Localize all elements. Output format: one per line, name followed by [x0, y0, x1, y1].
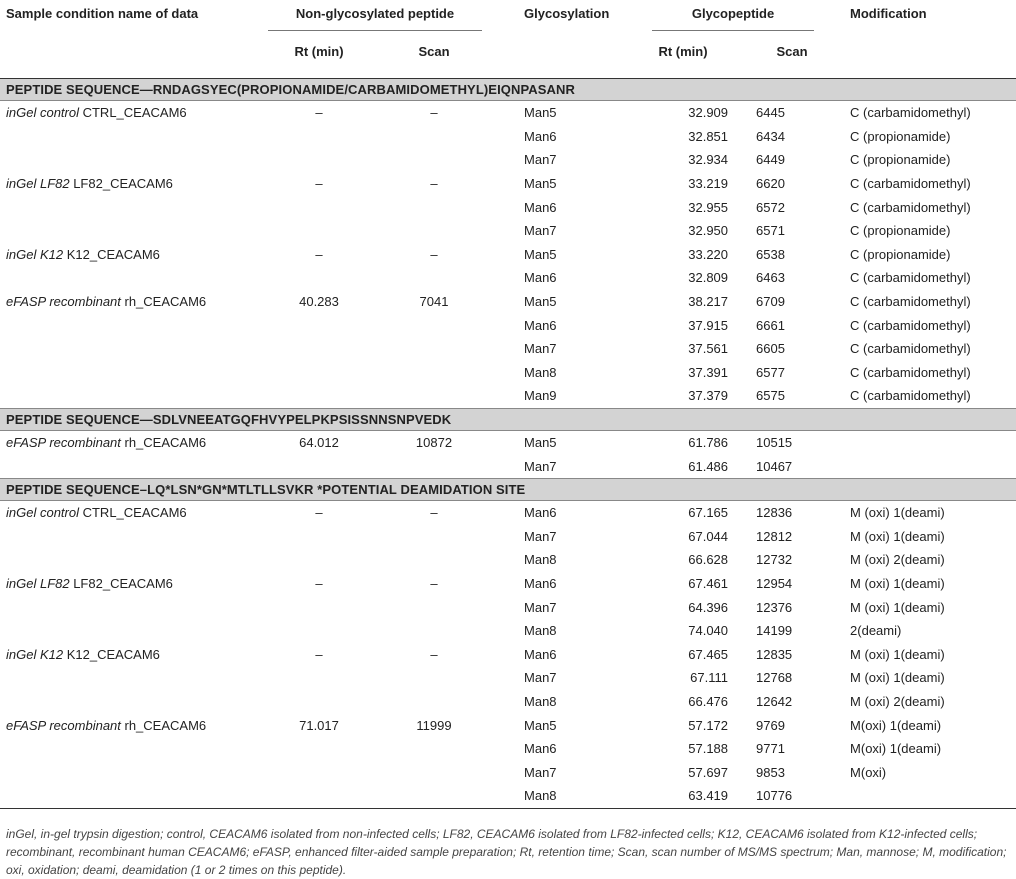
table-row: [0, 760, 1016, 784]
cell-condition: [0, 266, 260, 290]
header-nonglyco-group: [260, 0, 490, 36]
cell-modification: C (propionamide): [850, 223, 951, 239]
cell-glyco-scan: 6445: [756, 105, 785, 121]
cell-glycosylation: Man8: [524, 552, 557, 568]
cell-glycosylation: Man6: [524, 270, 557, 286]
condition-sample: K12_CEACAM6: [63, 646, 160, 662]
cell-condition: [0, 195, 260, 219]
cell-glyco-scan: 12732: [756, 552, 793, 568]
cell-nonglyco-rt: [260, 454, 378, 478]
cell-glyco-rt: 32.934: [688, 152, 729, 168]
cell-condition: [0, 500, 260, 524]
cell-condition: [0, 619, 260, 643]
cell-glycosylation: Man7: [524, 458, 557, 474]
table-row: [0, 148, 1016, 172]
cell-glyco-scan: 6434: [756, 128, 785, 144]
peptide-sequence-title: PEPTIDE SEQUENCE—RNDAGSYEC(PROPIONAMIDE/CARBAMIDOMETHYL)EIQNPASANR: [0, 79, 1016, 101]
cell-glyco-scan: 14199: [756, 623, 793, 639]
cell-modification: M(oxi): [850, 764, 887, 780]
cell-glyco-rt: 57.697: [688, 764, 729, 780]
cell-nonglyco-scan: [378, 125, 490, 149]
cell-glyco-scan: 9771: [756, 741, 785, 757]
table-row: [0, 195, 1016, 219]
table-row: [0, 243, 1016, 267]
condition-sample: rh_CEACAM6: [120, 294, 207, 310]
cell-modification: C (carbamidomethyl): [850, 199, 971, 215]
cell-glyco-scan: 10776: [742, 784, 842, 808]
cell-glycosylation: Man5: [524, 105, 557, 121]
cell-modification: M (oxi) 1(deami): [850, 575, 945, 591]
cell-nonglyco-scan: 10872: [415, 435, 453, 451]
cell-glycosylation: Man9: [524, 388, 557, 404]
peptide-sequence-title: PEPTIDE SEQUENCE—SDLVNEEATGQFHVYPELPKPSISSNNSNPVEDK: [0, 408, 1016, 430]
cell-nonglyco-rt: [260, 690, 378, 714]
cell-nonglyco-scan: –: [430, 105, 438, 121]
cell-glyco-rt: 37.561: [688, 341, 729, 357]
cell-nonglyco-rt: [260, 760, 378, 784]
table-row: [0, 125, 1016, 149]
table-row: [0, 266, 1016, 290]
cell-modification: M (oxi) 2(deami): [850, 552, 945, 568]
cell-nonglyco-rt: [260, 619, 378, 643]
cell-glycosylation: Man7: [524, 152, 557, 168]
cell-modification: M(oxi) 1(deami): [850, 717, 942, 733]
cell-glyco-rt: 57.188: [688, 741, 729, 757]
cell-condition: [0, 737, 260, 761]
cell-nonglyco-rt: [260, 337, 378, 361]
condition-method: inGel control: [6, 505, 79, 521]
cell-nonglyco-rt: [260, 266, 378, 290]
cell-glycosylation: Man7: [524, 341, 557, 357]
cell-glyco-scan: 9853: [756, 764, 785, 780]
cell-glyco-rt: 67.465: [688, 646, 729, 662]
cell-glyco-scan: 6575: [756, 388, 785, 404]
condition-sample: LF82_CEACAM6: [69, 176, 173, 192]
cell-nonglyco-scan: [378, 195, 490, 219]
cell-nonglyco-scan: [378, 548, 490, 572]
cell-modification: C (carbamidomethyl): [850, 317, 971, 333]
cell-glyco-rt: 66.476: [688, 693, 729, 709]
header-modification: Modification: [850, 6, 927, 21]
cell-condition: [0, 290, 260, 314]
cell-glyco-scan: 12954: [756, 575, 793, 591]
cell-modification: C (propionamide): [850, 152, 951, 168]
header-nonglyco-scan: Scan: [418, 43, 450, 59]
cell-modification: M (oxi) 1(deami): [850, 505, 945, 521]
cell-glyco-rt: 32.909: [688, 105, 729, 121]
cell-glycosylation: Man6: [524, 646, 557, 662]
cell-condition: [0, 337, 260, 361]
cell-nonglyco-rt: [260, 219, 378, 243]
cell-glyco-rt: 67.111: [690, 670, 729, 686]
cell-glyco-rt: 32.851: [688, 128, 729, 144]
cell-glycosylation: Man7: [524, 528, 557, 544]
table-row: [0, 690, 1016, 714]
cell-glycosylation: Man6: [524, 505, 557, 521]
cell-condition: [0, 219, 260, 243]
cell-nonglyco-rt: [260, 525, 378, 549]
cell-glycosylation: Man7: [524, 670, 557, 686]
condition-method: inGel K12: [6, 646, 64, 662]
cell-modification: C (carbamidomethyl): [850, 294, 971, 310]
table-row: [0, 642, 1016, 666]
header-glycopeptide: Glycopeptide: [652, 6, 814, 31]
cell-nonglyco-rt: –: [315, 176, 323, 192]
condition-method: inGel K12: [6, 246, 64, 262]
cell-glyco-scan: 6572: [756, 199, 785, 215]
cell-glyco-rt: 61.486: [688, 458, 729, 474]
table-row: [0, 337, 1016, 361]
cell-glycosylation: Man6: [524, 575, 557, 591]
table-row: [0, 595, 1016, 619]
cell-glyco-rt: 57.172: [688, 717, 729, 733]
cell-glyco-rt: 37.379: [688, 388, 729, 404]
cell-nonglyco-rt: –: [315, 575, 323, 591]
cell-nonglyco-scan: [378, 666, 490, 690]
cell-glycosylation: Man6: [524, 128, 557, 144]
table-row: [0, 525, 1016, 549]
table-row: [0, 219, 1016, 243]
cell-modification: C (carbamidomethyl): [850, 388, 971, 404]
table-row: [0, 430, 1016, 454]
condition-sample: rh_CEACAM6: [120, 717, 207, 733]
cell-glycosylation: Man5: [524, 435, 557, 451]
cell-condition: [0, 101, 260, 125]
cell-glyco-scan: 6571: [756, 223, 785, 239]
condition-sample: rh_CEACAM6: [120, 435, 207, 451]
condition-sample: CTRL_CEACAM6: [78, 105, 187, 121]
cell-glycosylation: Man6: [524, 317, 557, 333]
header-glyco-scan: Scan: [776, 43, 808, 59]
cell-condition: [0, 172, 260, 196]
cell-modification: M (oxi) 1(deami): [850, 528, 945, 544]
cell-nonglyco-scan: [378, 454, 490, 478]
table-row: [0, 737, 1016, 761]
cell-nonglyco-scan: –: [430, 246, 438, 262]
cell-nonglyco-scan: –: [430, 505, 438, 521]
cell-glycosylation: Man8: [524, 364, 557, 380]
cell-nonglyco-scan: [378, 148, 490, 172]
cell-modification: C (propionamide): [850, 246, 951, 262]
cell-condition: [0, 572, 260, 596]
cell-modification: [842, 454, 1016, 478]
cell-condition: [0, 690, 260, 714]
section-header: [0, 79, 1016, 101]
table-row: [0, 101, 1016, 125]
cell-condition: [0, 361, 260, 385]
cell-nonglyco-rt: 71.017: [299, 717, 339, 733]
cell-glyco-scan: 9769: [756, 717, 785, 733]
cell-nonglyco-scan: [378, 219, 490, 243]
header-glyco-rt: Rt (min): [658, 43, 708, 59]
cell-glycosylation: Man6: [524, 199, 557, 215]
cell-nonglyco-scan: [378, 595, 490, 619]
table-footnote: inGel, in-gel trypsin digestion; control, CEACAM6 isolated from non-infected cells; LF82, CEACAM6 isolated from LF82-infected cells; K12, CEACAM6 isolated from K12-infected cells; recombinant, recombinant human CEACAM6; eFASP, enhanced filter-aided sample preparation; Rt, retention time; Scan, scan number of MS/MS spectrum; Man, mannose; M, modification; oxi, oxidation; deami, deamidation (1 or 2 times on this peptide).: [6, 827, 1007, 877]
cell-glyco-scan: 6605: [756, 341, 785, 357]
cell-modification: C (carbamidomethyl): [850, 270, 971, 286]
cell-glyco-rt: 32.955: [688, 199, 729, 215]
cell-nonglyco-scan: 11999: [416, 717, 452, 733]
condition-method: eFASP recombinant: [6, 435, 121, 451]
cell-nonglyco-rt: [260, 548, 378, 572]
header-nonglyco: Non-glycosylated peptide: [268, 6, 482, 31]
condition-method: eFASP recombinant: [6, 717, 121, 733]
condition-method: inGel LF82: [6, 176, 70, 192]
cell-nonglyco-rt: –: [315, 105, 323, 121]
cell-glyco-rt: 37.915: [688, 317, 729, 333]
cell-glyco-scan: 12835: [756, 646, 793, 662]
cell-glycosylation: Man5: [524, 176, 557, 192]
cell-glyco-scan: 6661: [756, 317, 785, 333]
cell-nonglyco-rt: –: [315, 246, 323, 262]
cell-condition: [0, 784, 260, 808]
cell-condition: [0, 148, 260, 172]
cell-modification: C (propionamide): [850, 128, 951, 144]
cell-glyco-rt: 33.220: [688, 246, 729, 262]
cell-modification: [842, 784, 1016, 808]
table-row: [0, 454, 1016, 478]
table-row: [0, 313, 1016, 337]
cell-glyco-rt: 67.165: [688, 505, 729, 521]
cell-nonglyco-scan: [378, 690, 490, 714]
cell-glyco-scan: 12836: [756, 505, 793, 521]
cell-glyco-rt: 38.217: [688, 294, 729, 310]
cell-glycosylation: Man6: [524, 741, 557, 757]
cell-modification: C (carbamidomethyl): [850, 105, 971, 121]
cell-glyco-scan: 10467: [756, 458, 793, 474]
cell-nonglyco-scan: [378, 313, 490, 337]
cell-glyco-scan: 6620: [756, 176, 785, 192]
condition-sample: LF82_CEACAM6: [69, 575, 173, 591]
cell-glycosylation: Man8: [524, 693, 557, 709]
cell-modification: 2(deami): [850, 623, 902, 639]
cell-condition: [0, 760, 260, 784]
header-condition: Sample condition name of data: [6, 6, 199, 21]
cell-glycosylation: Man5: [524, 717, 557, 733]
cell-glyco-scan: 12768: [756, 670, 793, 686]
cell-glyco-rt: 32.809: [688, 270, 729, 286]
cell-condition: [0, 384, 260, 408]
cell-nonglyco-rt: –: [315, 505, 323, 521]
cell-glyco-scan: 10515: [756, 435, 793, 451]
cell-glycosylation: Man7: [524, 764, 557, 780]
cell-nonglyco-scan: [378, 337, 490, 361]
cell-glyco-scan: 12376: [756, 599, 793, 615]
cell-modification: M (oxi) 1(deami): [850, 646, 945, 662]
cell-glyco-scan: 12812: [756, 528, 793, 544]
table-row: [0, 619, 1016, 643]
cell-nonglyco-rt: [260, 784, 378, 808]
table-row: [0, 500, 1016, 524]
cell-nonglyco-scan: [378, 760, 490, 784]
cell-nonglyco-rt: [260, 148, 378, 172]
cell-nonglyco-scan: [378, 361, 490, 385]
cell-glyco-rt: 66.628: [688, 552, 729, 568]
cell-nonglyco-rt: 40.283: [299, 294, 339, 310]
cell-nonglyco-rt: –: [315, 646, 323, 662]
cell-glyco-scan: 12642: [756, 693, 793, 709]
condition-method: inGel control: [6, 105, 79, 121]
cell-nonglyco-rt: [260, 313, 378, 337]
cell-glycosylation: Man5: [524, 294, 557, 310]
table-row: [0, 384, 1016, 408]
table-row: [0, 361, 1016, 385]
cell-modification: C (carbamidomethyl): [850, 176, 971, 192]
section-header: [0, 408, 1016, 430]
cell-modification: C (carbamidomethyl): [850, 341, 971, 357]
cell-condition: [0, 525, 260, 549]
table-body: [0, 79, 1016, 809]
cell-glyco-rt: 67.044: [688, 528, 729, 544]
cell-condition: [0, 548, 260, 572]
cell-condition: [0, 125, 260, 149]
cell-modification: [842, 430, 1016, 454]
condition-method: inGel LF82: [6, 575, 70, 591]
condition-sample: CTRL_CEACAM6: [78, 505, 187, 521]
cell-nonglyco-rt: [260, 125, 378, 149]
cell-nonglyco-rt: [260, 361, 378, 385]
cell-modification: M(oxi) 1(deami): [850, 741, 942, 757]
cell-nonglyco-rt: [260, 384, 378, 408]
cell-glyco-scan: 6709: [756, 294, 785, 310]
cell-nonglyco-scan: 7041: [419, 294, 449, 310]
cell-glyco-scan: 6463: [756, 270, 785, 286]
cell-condition: [0, 713, 260, 737]
cell-glyco-rt: 37.391: [688, 364, 729, 380]
cell-nonglyco-scan: –: [430, 646, 438, 662]
section-header: [0, 478, 1016, 500]
header-glycosylation: Glycosylation: [524, 6, 610, 21]
cell-modification: M (oxi) 1(deami): [850, 599, 945, 615]
cell-condition: [0, 595, 260, 619]
cell-glyco-scan: 6538: [756, 246, 785, 262]
cell-glyco-rt: 67.461: [688, 575, 729, 591]
cell-glycosylation: Man8: [524, 623, 557, 639]
cell-modification: C (carbamidomethyl): [850, 364, 971, 380]
cell-glyco-scan: 6577: [756, 364, 785, 380]
cell-glycosylation: Man8: [490, 784, 624, 808]
cell-condition: [0, 666, 260, 690]
cell-nonglyco-scan: –: [430, 176, 438, 192]
cell-nonglyco-rt: 64.012: [299, 435, 339, 451]
table-row: [0, 572, 1016, 596]
header-glycopeptide-group: [624, 0, 842, 36]
cell-glyco-scan: 6449: [756, 152, 785, 168]
condition-method: eFASP recombinant: [6, 294, 121, 310]
cell-glycosylation: Man7: [524, 223, 557, 239]
cell-glyco-rt: 63.419: [624, 784, 742, 808]
table-row: [0, 713, 1016, 737]
cell-glyco-rt: 74.040: [688, 623, 729, 639]
cell-nonglyco-rt: [260, 195, 378, 219]
cell-condition: [0, 243, 260, 267]
cell-modification: M (oxi) 1(deami): [850, 670, 945, 686]
cell-condition: [0, 454, 260, 478]
table-row: [0, 172, 1016, 196]
peptide-sequence-title: PEPTIDE SEQUENCE–LQ*LSN*GN*MTLTLLSVKR *POTENTIAL DEAMIDATION SITE: [0, 478, 1016, 500]
cell-nonglyco-scan: [378, 737, 490, 761]
cell-nonglyco-rt: [260, 666, 378, 690]
header-nonglyco-rt: Rt (min): [294, 43, 344, 59]
cell-nonglyco-scan: [378, 266, 490, 290]
cell-nonglyco-scan: –: [430, 575, 438, 591]
cell-nonglyco-scan: [378, 384, 490, 408]
cell-condition: [0, 642, 260, 666]
cell-glycosylation: Man7: [524, 599, 557, 615]
cell-nonglyco-rt: [260, 595, 378, 619]
table-row: [0, 290, 1016, 314]
cell-nonglyco-scan: [378, 525, 490, 549]
cell-nonglyco-scan: [378, 784, 490, 808]
cell-modification: M (oxi) 2(deami): [850, 693, 945, 709]
table-row: [0, 548, 1016, 572]
cell-glyco-rt: 61.786: [688, 435, 729, 451]
cell-glyco-rt: 33.219: [688, 176, 729, 192]
table-row: [0, 666, 1016, 690]
cell-nonglyco-scan: [378, 619, 490, 643]
cell-nonglyco-rt: [260, 737, 378, 761]
cell-condition: [0, 313, 260, 337]
cell-condition: [0, 430, 260, 454]
cell-glyco-rt: 32.950: [688, 223, 729, 239]
condition-sample: K12_CEACAM6: [63, 246, 160, 262]
cell-glycosylation: Man5: [524, 246, 557, 262]
table-row: [0, 784, 1016, 808]
cell-glyco-rt: 64.396: [688, 599, 729, 615]
